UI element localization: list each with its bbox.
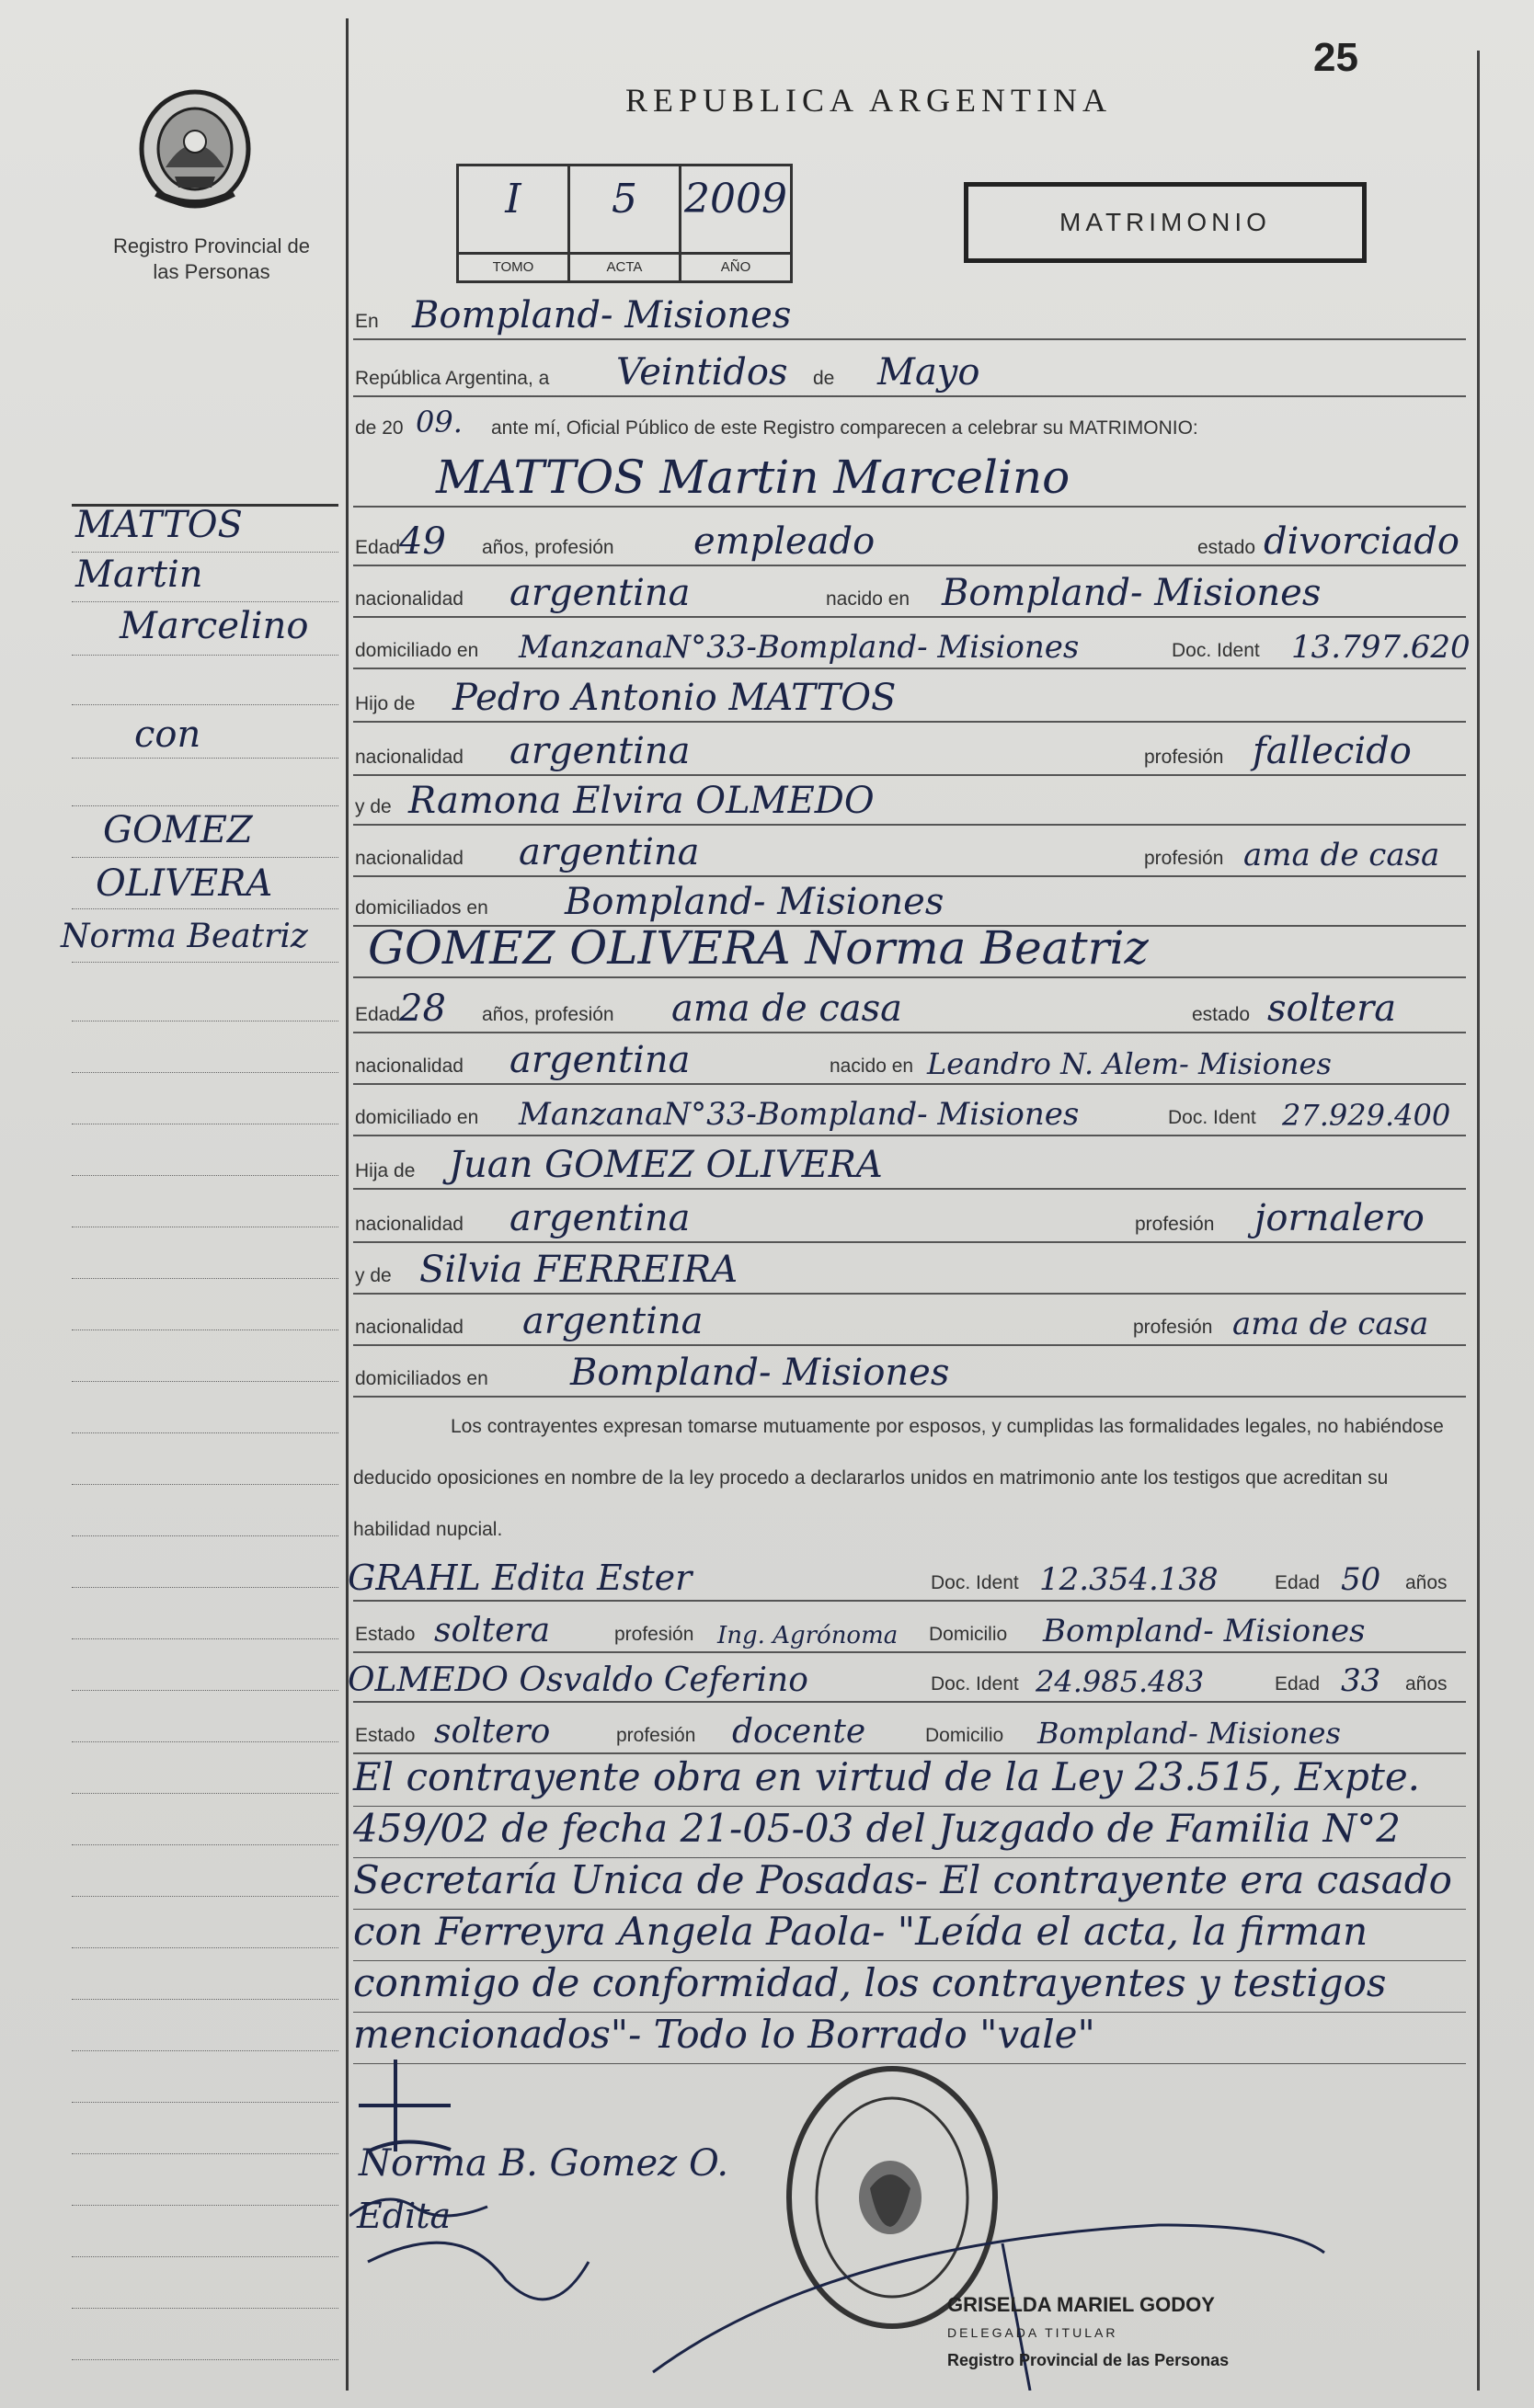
bride-parents-dom-row (353, 1350, 1466, 1398)
domiciliados-label: domiciliados en (355, 1368, 488, 1389)
groom-age: 49 (399, 520, 446, 563)
nationality-label: nacionalidad (355, 1056, 464, 1077)
groom-name-row (353, 451, 1466, 508)
registry-name: Registro Provincial de las Personas (113, 234, 310, 283)
official-stamp-text (947, 2291, 1229, 2374)
margin-bride-surname: GOMEZ (103, 809, 253, 851)
groom-domicile: ManzanaN°33-Bompland- Misiones (519, 629, 1080, 666)
tomo-label: TOMO (459, 252, 567, 280)
anio-cell (681, 166, 790, 280)
day-value: Veintidos (616, 351, 788, 394)
groom-father: Pedro Antonio MATTOS (452, 677, 897, 719)
witness1-detail-row (353, 1605, 1466, 1653)
left-rule (72, 1432, 338, 1433)
witness2-detail-row (353, 1706, 1466, 1754)
left-rule (72, 1690, 338, 1691)
left-margin-rule (346, 18, 349, 2391)
en-label: En (355, 311, 379, 332)
left-rule (72, 1381, 338, 1382)
bride-signature: Norma B. Gomez O. (359, 2142, 729, 2185)
groom-mother: Ramona Elvira OLMEDO (408, 780, 875, 822)
groom-nationality: argentina (509, 572, 691, 614)
domicilio-label: Domicilio (925, 1725, 1004, 1746)
anio-value: 2009 (684, 176, 787, 223)
age-unit: años (1405, 1572, 1448, 1593)
bride-father: Juan GOMEZ OLIVERA (449, 1144, 883, 1186)
left-rule (72, 2256, 338, 2257)
profession-label: profesión (614, 1624, 694, 1645)
left-rule (72, 1587, 338, 1588)
acta-cell (570, 166, 681, 280)
bride-name-row (353, 921, 1466, 978)
declaration-text: Los contrayentes expresan tomarse mutuamente por esposos, y cumplidas las formalidades legales, no habiéndose deducido oposiciones en nombre de la ley procedo a declararlos unidos en matrimonio ante los testigos que acreditan su habilidad nupcial. (353, 1416, 1444, 1540)
observation-line: Secretaría Unica de Posadas- El contrayente era casado (353, 1857, 1466, 1910)
left-rule (72, 2308, 338, 2309)
age-label: Edad (355, 537, 401, 558)
witness1-doc: 12.354.138 (1039, 1561, 1219, 1598)
left-rule (72, 908, 338, 909)
doc-label: Doc. Ident (1172, 640, 1260, 661)
misiones-seal-icon (138, 85, 253, 213)
bride-mother: Silvia FERREIRA (419, 1249, 738, 1291)
left-rule (72, 2359, 338, 2360)
estado-label: estado (1197, 537, 1256, 558)
left-rule (72, 1999, 338, 2000)
nationality-label: nacionalidad (355, 1317, 464, 1338)
bride-name: GOMEZ OLIVERA Norma Beatriz (368, 921, 1149, 975)
statement-text: ante mí, Oficial Público de este Registro comparecen a celebrar su MATRIMONIO: (491, 417, 1198, 439)
groom-mother-nat: argentina (519, 831, 700, 873)
doc-label: Doc. Ident (931, 1572, 1019, 1593)
groom-mother-row (353, 778, 1466, 826)
witness2-age: 33 (1341, 1662, 1381, 1699)
born-label: nacido en (826, 588, 910, 610)
acta-label: ACTA (570, 252, 679, 280)
groom-father-nat-row (353, 728, 1466, 776)
witness1-name: GRAHL Edita Ester (348, 1558, 693, 1598)
groom-father-nat: argentina (509, 730, 691, 772)
groom-profession: empleado (693, 520, 876, 563)
left-rule (72, 758, 338, 759)
year-row (353, 399, 1466, 445)
witness2-row (348, 1655, 1466, 1703)
witness2-name: OLMEDO Osvaldo Ceferino (348, 1661, 808, 1699)
groom-father-prof: fallecido (1253, 730, 1412, 772)
left-rule (72, 704, 338, 705)
groom-born: Bompland- Misiones (942, 572, 1322, 614)
bride-nat-row (353, 1037, 1466, 1085)
margin-groom-surname: MATTOS (75, 504, 243, 546)
groom-estado: divorciado (1264, 520, 1460, 563)
left-rule (72, 857, 338, 858)
groom-father-row (353, 675, 1466, 723)
witness1-age: 50 (1341, 1561, 1381, 1598)
bride-nationality: argentina (509, 1039, 691, 1081)
left-rule (72, 601, 338, 602)
bride-age: 28 (399, 987, 446, 1030)
bride-born: Leandro N. Alem- Misiones (927, 1046, 1332, 1081)
left-rule (72, 1535, 338, 1536)
right-margin-rule (1477, 51, 1480, 2391)
official-name: GRISELDA MARIEL GODOY (947, 2293, 1215, 2316)
bride-profession: ama de casa (671, 987, 902, 1030)
witness1-domicile: Bompland- Misiones (1043, 1613, 1366, 1649)
profession-label: profesión (616, 1725, 696, 1746)
left-rule (72, 1638, 338, 1639)
bride-mother-row (353, 1247, 1466, 1295)
observation-line: conmigo de conformidad, los contrayentes y testigos (353, 1960, 1466, 2013)
bride-domicile: ManzanaN°33-Bompland- Misiones (519, 1096, 1080, 1133)
age-label: Edad (1275, 1572, 1321, 1593)
hijo-label: Hijo de (355, 693, 416, 714)
profession-label: profesión (1135, 1214, 1215, 1235)
witness-signature: Edita (357, 2196, 452, 2236)
witness2-doc: 24.985.483 (1036, 1664, 1205, 1699)
margin-bride-surname2: OLIVERA (96, 862, 273, 905)
groom-mother-prof: ama de casa (1243, 837, 1440, 873)
witness2-profession: docente (732, 1713, 866, 1751)
age-label: Edad (355, 1004, 401, 1025)
yde-label: y de (355, 1265, 392, 1286)
groom-name: MATTOS Martin Marcelino (436, 451, 1070, 504)
place-value: Bompland- Misiones (412, 294, 792, 337)
tomo-value: I (505, 176, 521, 223)
acta-value: 5 (612, 176, 637, 223)
domicile-label: domiciliado en (355, 1107, 479, 1128)
witness1-row (348, 1554, 1466, 1602)
act-type-box: MATRIMONIO (964, 182, 1367, 263)
doc-label: Doc. Ident (931, 1673, 1019, 1695)
bride-parents-dom: Bompland- Misiones (570, 1352, 950, 1394)
left-rule (72, 655, 338, 656)
bride-mother-nat: argentina (522, 1300, 704, 1342)
estado-label: estado (1192, 1004, 1251, 1025)
profession-label: profesión (1144, 848, 1224, 869)
born-label: nacido en (830, 1056, 914, 1077)
official-role: DELEGADA TITULAR (947, 2325, 1118, 2340)
left-rule (72, 1175, 338, 1176)
left-rule (72, 962, 338, 963)
page-number: 25 (1313, 35, 1358, 80)
observation-line: 459/02 de fecha 21-05-03 del Juzgado de Familia N°2 (353, 1806, 1466, 1858)
left-rule (72, 1896, 338, 1897)
witness1-profession: Ing. Agrónoma (717, 1622, 899, 1649)
left-rule (72, 1741, 338, 1742)
year-prefix: de 20 (355, 417, 404, 439)
left-rule (72, 1947, 338, 1948)
domiciliados-label: domiciliados en (355, 897, 488, 919)
domicilio-label: Domicilio (929, 1624, 1008, 1645)
profession-label: profesión (1133, 1317, 1213, 1338)
de-label: de (813, 368, 835, 389)
observation-line: mencionados"- Todo lo Borrado "vale" (353, 2012, 1466, 2064)
left-rule (72, 1278, 338, 1279)
profession-label: profesión (1144, 747, 1224, 768)
groom-parents-dom-row (353, 879, 1466, 927)
estado-label: Estado (355, 1624, 416, 1645)
left-rule (72, 1484, 338, 1485)
country-heading: REPUBLICA ARGENTINA (625, 82, 1113, 119)
margin-groom-first: Martin (75, 553, 203, 596)
margin-bride-given: Norma Beatriz (61, 918, 308, 955)
month-value: Mayo (877, 351, 980, 394)
left-rule (72, 1793, 338, 1794)
groom-doc: 13.797.620 (1291, 629, 1471, 666)
witness1-estado: soltera (434, 1612, 551, 1649)
yde-label: y de (355, 796, 392, 817)
groom-dom-row (353, 622, 1471, 669)
official-org: Registro Provincial de las Personas (947, 2351, 1230, 2369)
witness2-estado: soltero (434, 1713, 551, 1751)
doc-label: Doc. Ident (1168, 1107, 1256, 1128)
margin-groom-middle: Marcelino (120, 605, 309, 647)
age-unit: años, profesión (482, 1004, 614, 1025)
left-rule (72, 2102, 338, 2103)
left-rule (72, 2153, 338, 2154)
nationality-label: nacionalidad (355, 747, 464, 768)
bride-father-row (353, 1142, 1466, 1190)
age-label: Edad (1275, 1673, 1321, 1695)
bride-father-nat: argentina (509, 1197, 691, 1239)
groom-parents-dom: Bompland- Misiones (565, 881, 944, 923)
witness2-domicile: Bompland- Misiones (1037, 1716, 1341, 1751)
left-rule (72, 805, 338, 806)
left-rule (72, 552, 338, 553)
bride-estado: soltera (1267, 987, 1397, 1030)
bride-mother-prof: ama de casa (1232, 1306, 1429, 1342)
nationality-label: nacionalidad (355, 848, 464, 869)
groom-age-row (353, 519, 1466, 566)
bride-doc: 27.929.400 (1282, 1098, 1451, 1133)
anio-label: AÑO (681, 252, 790, 280)
place-row (353, 292, 1466, 340)
bride-mother-nat-row (353, 1298, 1466, 1346)
nationality-label: nacionalidad (355, 1214, 464, 1235)
left-rule (72, 2205, 338, 2206)
bride-dom-row (353, 1089, 1466, 1136)
age-unit: años (1405, 1673, 1448, 1695)
left-rule (72, 1072, 338, 1073)
nationality-label: nacionalidad (355, 588, 464, 610)
date-row (353, 349, 1466, 397)
domicile-label: domiciliado en (355, 640, 479, 661)
bride-age-row (353, 986, 1466, 1033)
bride-father-nat-row (353, 1195, 1466, 1243)
republica-label: República Argentina, a (355, 368, 550, 389)
observation-line: El contrayente obra en virtud de la Ley 23.515, Expte. (353, 1754, 1466, 1807)
left-rule (72, 2050, 338, 2051)
bride-father-prof: jornalero (1254, 1197, 1425, 1239)
act-reference-box (456, 164, 793, 283)
groom-nat-row (353, 570, 1466, 618)
age-unit: años, profesión (482, 537, 614, 558)
margin-con: con (134, 713, 201, 756)
observation-line: con Ferreyra Angela Paola- "Leída el acta, la firman (353, 1909, 1466, 1961)
tomo-cell (459, 166, 570, 280)
left-rule (72, 1844, 338, 1845)
estado-label: Estado (355, 1725, 416, 1746)
hija-label: Hija de (355, 1160, 416, 1181)
groom-mother-nat-row (353, 829, 1466, 877)
year-value: 09. (416, 405, 463, 439)
